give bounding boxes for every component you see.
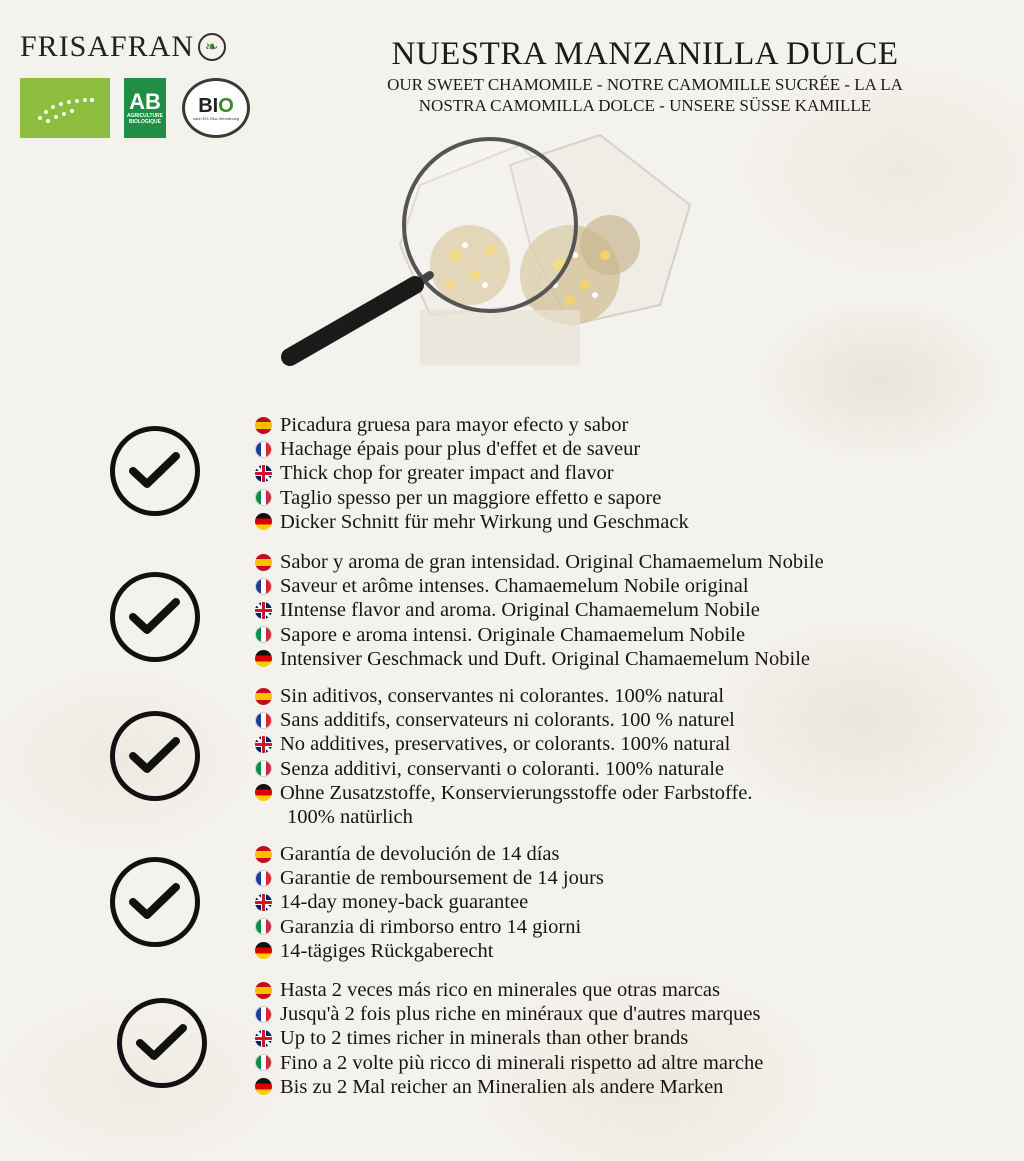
feature-block [255,684,753,829]
france-flag-icon [255,712,272,729]
uk-flag-icon [255,736,272,753]
check-icon [110,711,200,801]
germany-flag-icon [255,513,272,530]
ab-logo-text: AB [129,89,161,114]
leaf-icon: ❧ [198,33,226,61]
feature-line-es: Garantía de devolución de 14 días [255,842,604,866]
subtitle-line-1: OUR SWEET CHAMOMILE - NOTRE CAMOMILLE SUCRÉE - LA LA [387,75,903,94]
check-icon [110,426,200,516]
tea-bags-magnifier-illustration [270,125,710,385]
spain-flag-icon [255,982,272,999]
spain-flag-icon [255,846,272,863]
feature-line-de-continued: 100% natürlich [287,806,413,829]
feature-line-fr: Hachage épais pour plus d'effet et de saveur [255,437,689,461]
spain-flag-icon [255,688,272,705]
germany-flag-icon [255,942,272,959]
feature-line-de: Dicker Schnitt für mehr Wirkung und Geschmack [255,510,689,534]
feature-block [255,413,689,534]
feature-line-en: Thick chop for greater impact and flavor [255,461,689,485]
feature-line-es: Picadura gruesa para mayor efecto y sabor [255,413,689,437]
feature-line-de: Intensiver Geschmack und Duft. Original Chamaemelum Nobile [255,647,824,671]
page-subtitle [300,74,990,116]
bio-logo-text: BIO [198,94,234,117]
uk-flag-icon [255,1030,272,1047]
eu-leaf-stars-icon [30,88,100,128]
feature-line-it: Sapore e aroma intensi. Originale Chamaemelum Nobile [255,623,824,647]
italy-flag-icon [255,760,272,777]
bio-certification-logo [182,78,250,138]
feature-block [255,550,824,671]
feature-line-fr: Sans additifs, conservateurs ni colorants. 100 % naturel [255,708,753,732]
check-icon [110,857,200,947]
germany-flag-icon [255,1078,272,1095]
eu-organic-logo [20,78,110,138]
feature-line-en: 14-day money-back guarantee [255,890,604,914]
feature-line-it: Fino a 2 volte più ricco di minerali rispetto ad altre marche [255,1051,763,1075]
italy-flag-icon [255,489,272,506]
feature-line-en: IIntense flavor and aroma. Original Chamaemelum Nobile [255,598,824,622]
feature-line-es: Sin aditivos, conservantes ni colorantes. 100% natural [255,684,753,708]
france-flag-icon [255,578,272,595]
feature-line-it: Taglio spesso per un maggiore effetto e sapore [255,486,689,510]
uk-flag-icon [255,602,272,619]
feature-line-es: Hasta 2 veces más rico en minerales que otras marcas [255,978,763,1002]
feature-line-en: Up to 2 times richer in minerals than other brands [255,1026,763,1050]
france-flag-icon [255,441,272,458]
germany-flag-icon [255,784,272,801]
italy-flag-icon [255,1054,272,1071]
spain-flag-icon [255,554,272,571]
feature-block [255,978,763,1099]
feature-line-fr: Garantie de remboursement de 14 jours [255,866,604,890]
france-flag-icon [255,1006,272,1023]
page-title: NUESTRA MANZANILLA DULCE [391,36,899,72]
feature-line-en: No additives, preservatives, or colorants. 100% natural [255,732,753,756]
feature-line-de: 14-tägiges Rückgaberecht [255,939,604,963]
feature-line-de: Bis zu 2 Mal reicher an Mineralien als andere Marken [255,1075,763,1099]
feature-line-fr: Jusqu'à 2 fois plus riche en minéraux que d'autres marques [255,1002,763,1026]
france-flag-icon [255,870,272,887]
italy-flag-icon [255,626,272,643]
uk-flag-icon [255,465,272,482]
brand-name: FRISAFRAN [20,30,195,63]
check-icon [110,572,200,662]
feature-line-es: Sabor y aroma de gran intensidad. Original Chamaemelum Nobile [255,550,824,574]
germany-flag-icon [255,650,272,667]
subtitle-line-2: NOSTRA CAMOMILLA DOLCE - UNSERE SÜSSE KAMILLE [418,96,872,115]
feature-line-fr: Saveur et arôme intenses. Chamaemelum Nobile original [255,574,824,598]
italy-flag-icon [255,918,272,935]
brand-logo [20,30,226,64]
ab-certification-logo [124,78,166,138]
feature-block [255,842,604,963]
ab-logo-subtext: AGRICULTURE BIOLOGIQUE [126,113,163,125]
spain-flag-icon [255,417,272,434]
feature-line-it: Senza additivi, conservanti o coloranti. 100% naturale [255,757,753,781]
uk-flag-icon [255,894,272,911]
feature-line-de: Ohne Zusatzstoffe, Konservierungsstoffe oder Farbstoffe. [255,781,753,805]
feature-line-it: Garanzia di rimborso entro 14 giorni [255,915,604,939]
check-icon [117,998,207,1088]
bio-logo-subtext: nach EG-Öko-Verordnung [192,115,240,121]
